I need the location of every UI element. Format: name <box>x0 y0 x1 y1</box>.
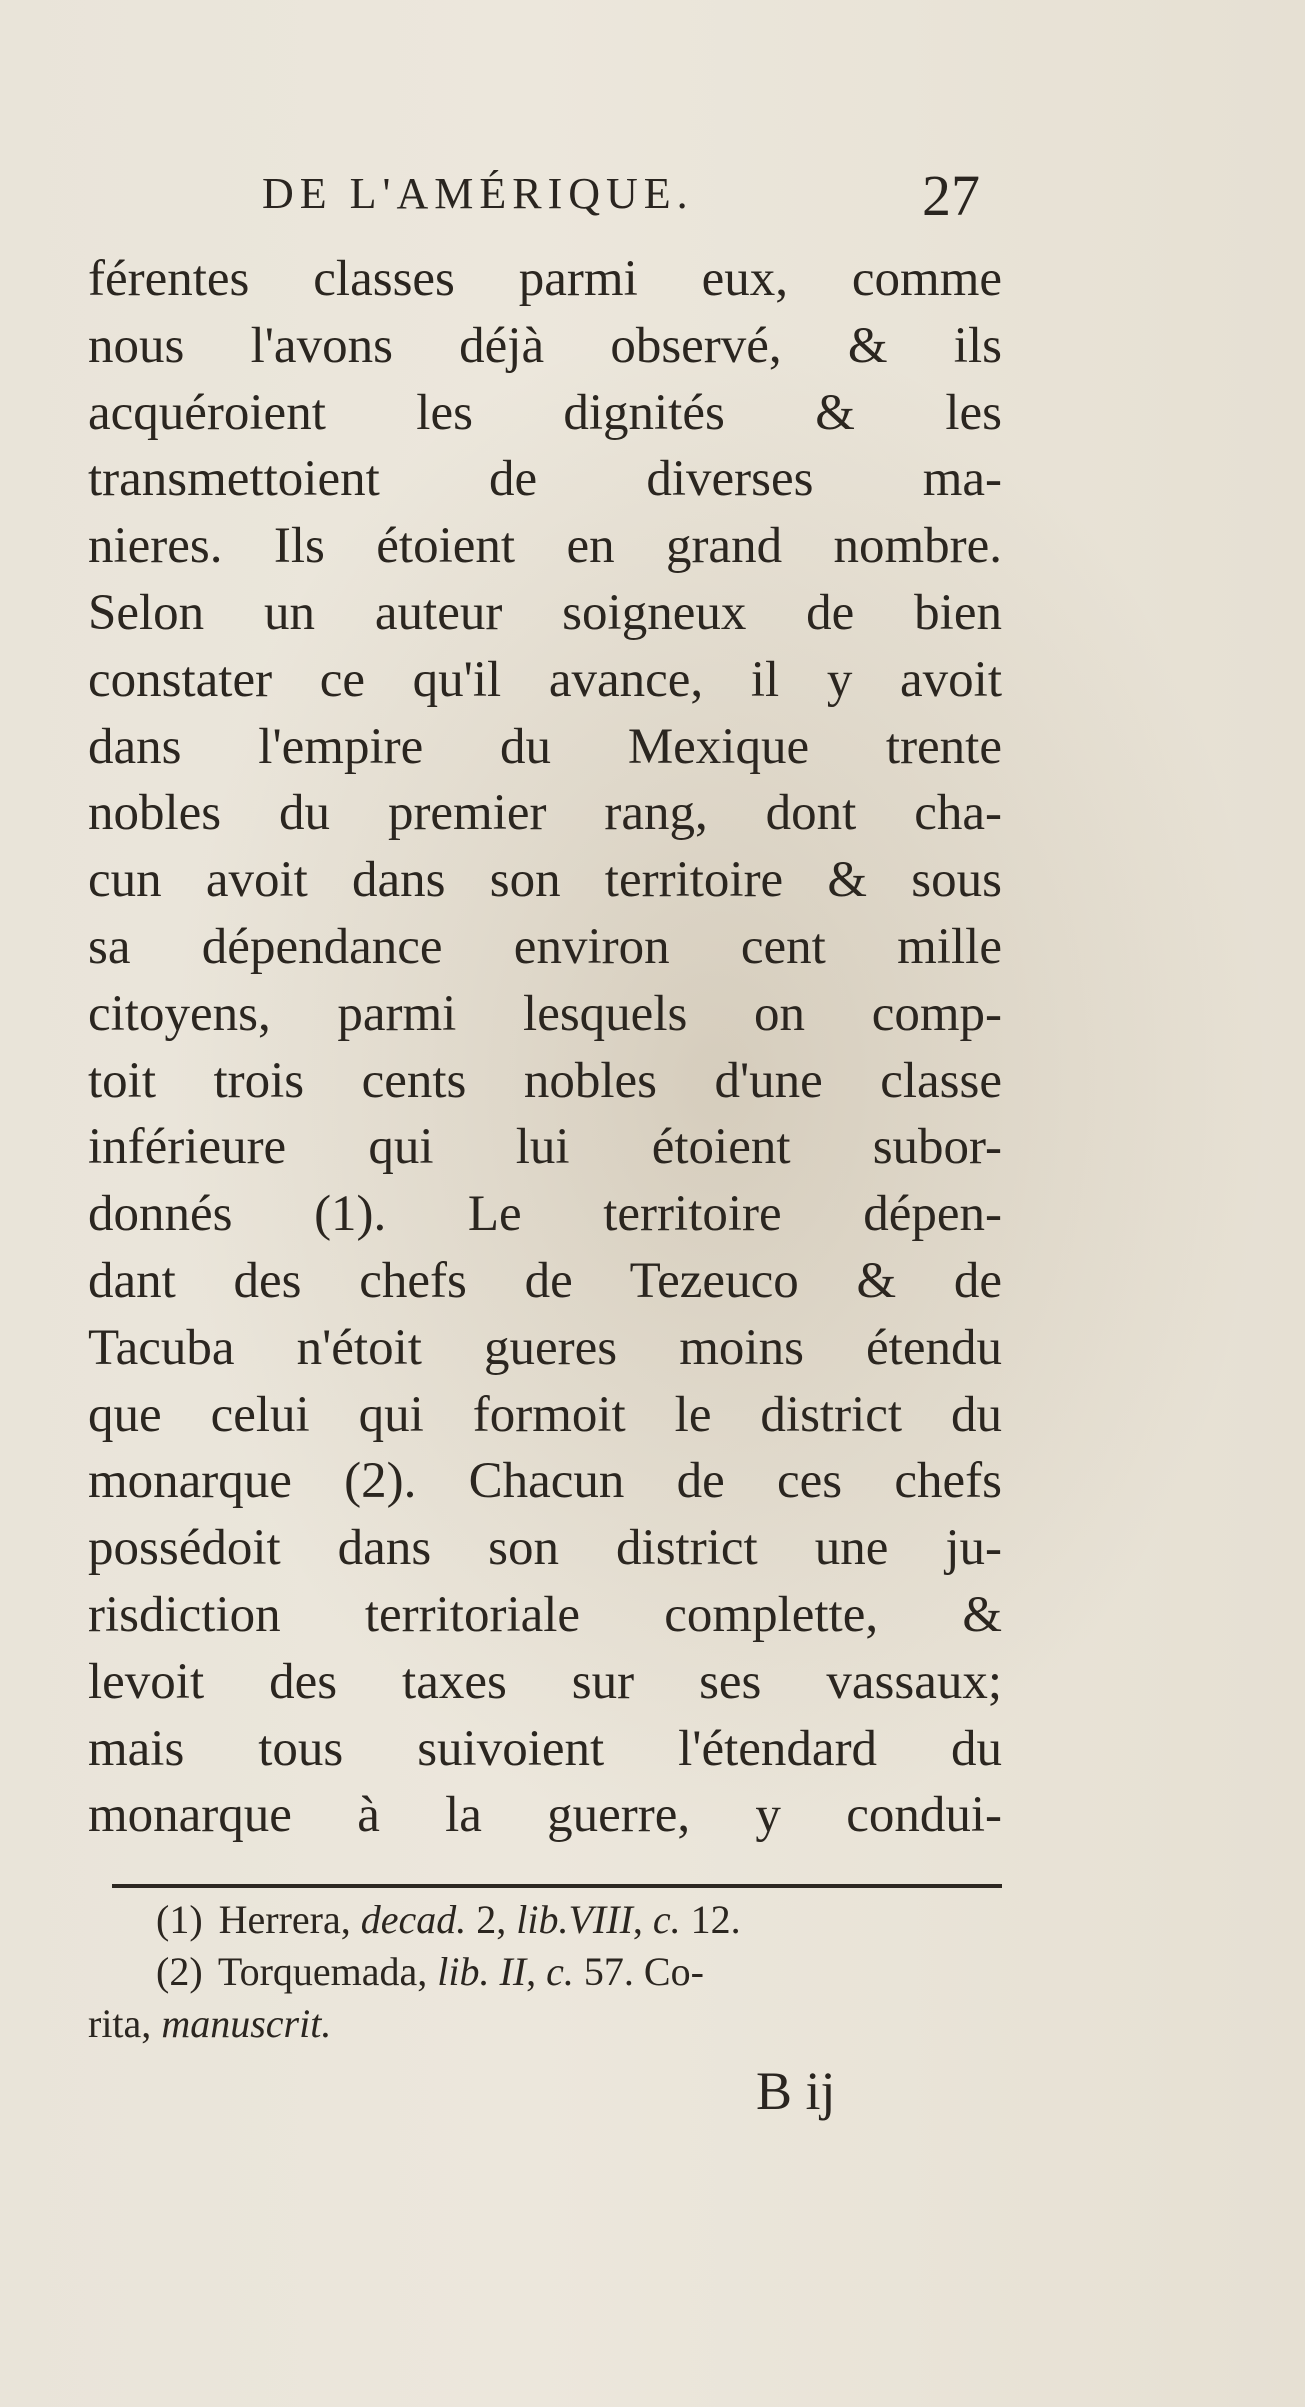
text-line: Selon un auteur soigneux de bien <box>88 584 1002 641</box>
text-line: cun avoit dans son territoire & sous <box>88 852 1002 909</box>
footnote-lib-number: VIII <box>568 1897 633 1942</box>
footnote-chapter: c. <box>652 1897 681 1942</box>
body-text <box>88 246 1002 1849</box>
footnote-chapter-number: 57. <box>583 1949 634 1994</box>
footnote-lib: lib. <box>516 1897 569 1942</box>
footnote-lib-number: II <box>499 1949 527 1994</box>
footnote-author: Torquemada, <box>217 1949 428 1994</box>
running-head <box>0 163 1305 238</box>
text-line: sa dépendance environ cent mille <box>88 918 1002 975</box>
footnote-continuation-text: rita, <box>88 2001 152 2046</box>
footnote-marker: (1) <box>156 1897 203 1942</box>
footnote-number: 2, <box>476 1897 507 1942</box>
text-line: Tacuba n'étoit gueres moins étendu <box>88 1319 1002 1376</box>
text-line: monarque à la guerre, y condui- <box>88 1787 1002 1844</box>
text-line: nous l'avons déjà observé, & ils <box>88 317 1002 374</box>
text-line: transmettoient de diverses ma- <box>88 451 1002 508</box>
text-line: donnés (1). Le territoire dépen- <box>88 1186 1002 1243</box>
text-line: mais tous suivoient l'étendard du <box>88 1720 1002 1777</box>
text-line: toit trois cents nobles d'une classe <box>88 1052 1002 1109</box>
text-line: dans l'empire du Mexique trente <box>88 718 1002 775</box>
footnote-chapter-number: 12. <box>690 1897 741 1942</box>
footnote-work: decad. <box>360 1897 467 1942</box>
footnote-separator: , <box>526 1949 537 1994</box>
footnote-marker: (2) <box>156 1949 203 1994</box>
text-line: férentes classes parmi eux, comme <box>88 251 1002 307</box>
text-line: levoit des taxes sur ses vassaux; <box>88 1653 1002 1710</box>
text-line: citoyens, parmi lesquels on comp- <box>88 985 1002 1042</box>
footnote-separator: , <box>632 1897 643 1942</box>
footnote-1 <box>88 1894 1002 1946</box>
text-line: monarque (2). Chacun de ces chefs <box>88 1453 1002 1510</box>
text-line: risdiction territoriale complette, & <box>88 1586 1002 1643</box>
signature-mark: B ij <box>756 2061 836 2121</box>
text-line: inférieure qui lui étoient subor- <box>88 1119 1002 1176</box>
text-line: possédoit dans son district une ju- <box>88 1520 1002 1577</box>
footnote-2-continuation <box>88 1998 1002 2050</box>
text-line: nobles du premier rang, dont cha- <box>88 785 1002 842</box>
footnote-rule <box>112 1884 1002 1888</box>
text-line: nieres. Ils étoient en grand nombre. <box>88 518 1002 575</box>
footnote-2 <box>88 1946 1002 1998</box>
footnote-author: Herrera, <box>218 1897 351 1942</box>
footnote-lib: lib. <box>437 1949 490 1994</box>
text-line: dant des chefs de Tezeuco & de <box>88 1252 1002 1309</box>
text-line: que celui qui formoit le district du <box>88 1386 1002 1443</box>
text-line: constater ce qu'il avance, il y avoit <box>88 651 1002 708</box>
running-title: DE L'AMÉRIQUE. <box>262 169 694 218</box>
footnote-tail: Co- <box>643 1949 704 1994</box>
page-number: 27 <box>922 163 980 228</box>
footnotes <box>88 1894 1002 2050</box>
footnote-continuation-note: manuscrit. <box>161 2001 332 2046</box>
text-line: acquéroient les dignités & les <box>88 384 1002 441</box>
footnote-chapter: c. <box>546 1949 574 1994</box>
